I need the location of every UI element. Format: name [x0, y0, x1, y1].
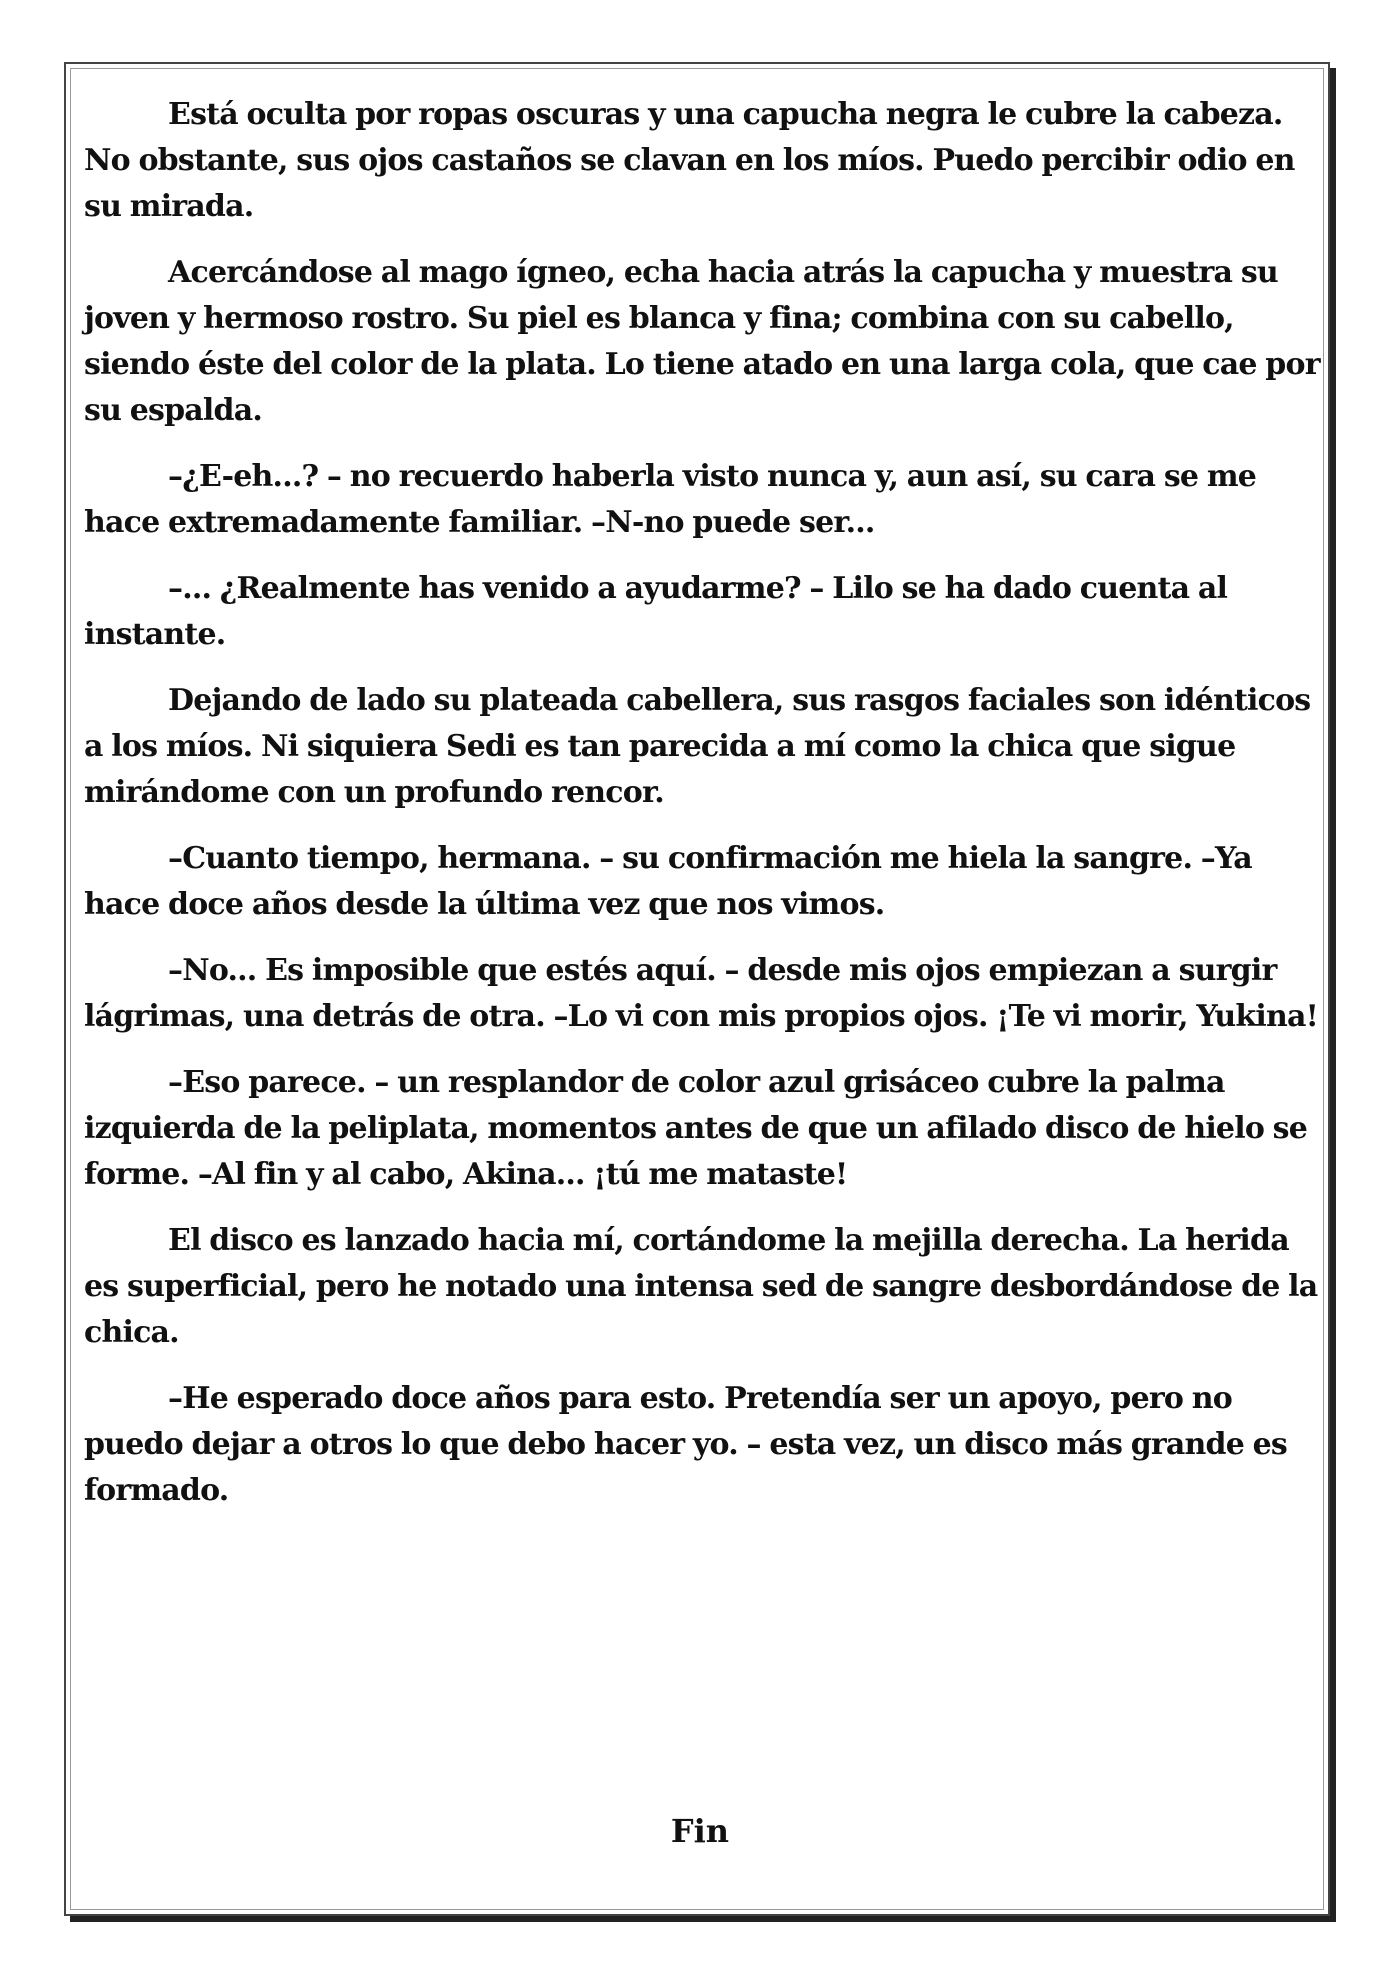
paragraph: Está oculta por ropas oscuras y una capucha negra le cubre la cabeza. No obstante, sus ojos castaños se clavan en los míos. Puedo percibir odio en su mirada.: [84, 97, 1295, 224]
paragraph: –No... Es imposible que estés aquí. – desde mis ojos empiezan a surgir lágrimas, una detrás de otra. –Lo vi con mis propios ojos. ¡Te vi morir, Yukina!: [84, 953, 1319, 1034]
paragraph: El disco es lanzado hacia mí, cortándome la mejilla derecha. La herida es superficial, pero he notado una intensa sed de sangre desbordándose de la chica.: [84, 1223, 1318, 1350]
paragraph: –... ¿Realmente has venido a ayudarme? – Lilo se ha dado cuenta al instante.: [84, 571, 1228, 652]
paragraph: Acercándose al mago ígneo, echa hacia atrás la capucha y muestra su joven y hermoso rostro. Su piel es blanca y fina; combina con su cabello, siendo éste del color de la plata. Lo tiene atado en una larga cola, que cae por su espalda.: [84, 255, 1320, 428]
paragraph: –He esperado doce años para esto. Pretendía ser un apoyo, pero no puedo dejar a otros lo que debo hacer yo. – esta vez, un disco más grande es formado.: [84, 1381, 1288, 1508]
paragraph: –¿E-eh...? – no recuerdo haberla visto nunca y, aun así, su cara se me hace extremadamente familiar. –N-no puede ser...: [84, 459, 1257, 540]
paragraph: –Eso parece. – un resplandor de color azul grisáceo cubre la palma izquierda de la peliplata, momentos antes de que un afilado disco de hielo se forme. –Al fin y al cabo, Akina... ¡tú me mataste!: [84, 1065, 1308, 1192]
text-body: [84, 92, 1320, 1534]
paragraph: Dejando de lado su plateada cabellera, sus rasgos faciales son idénticos a los míos. Ni siquiera Sedi es tan parecida a mí como la chica que sigue mirándome con un profundo rencor.: [84, 683, 1311, 810]
paragraph: –Cuanto tiempo, hermana. – su confirmación me hiela la sangre. –Ya hace doce años desde la última vez que nos vimos.: [84, 841, 1252, 922]
end-label: Fin: [670, 1812, 730, 1850]
